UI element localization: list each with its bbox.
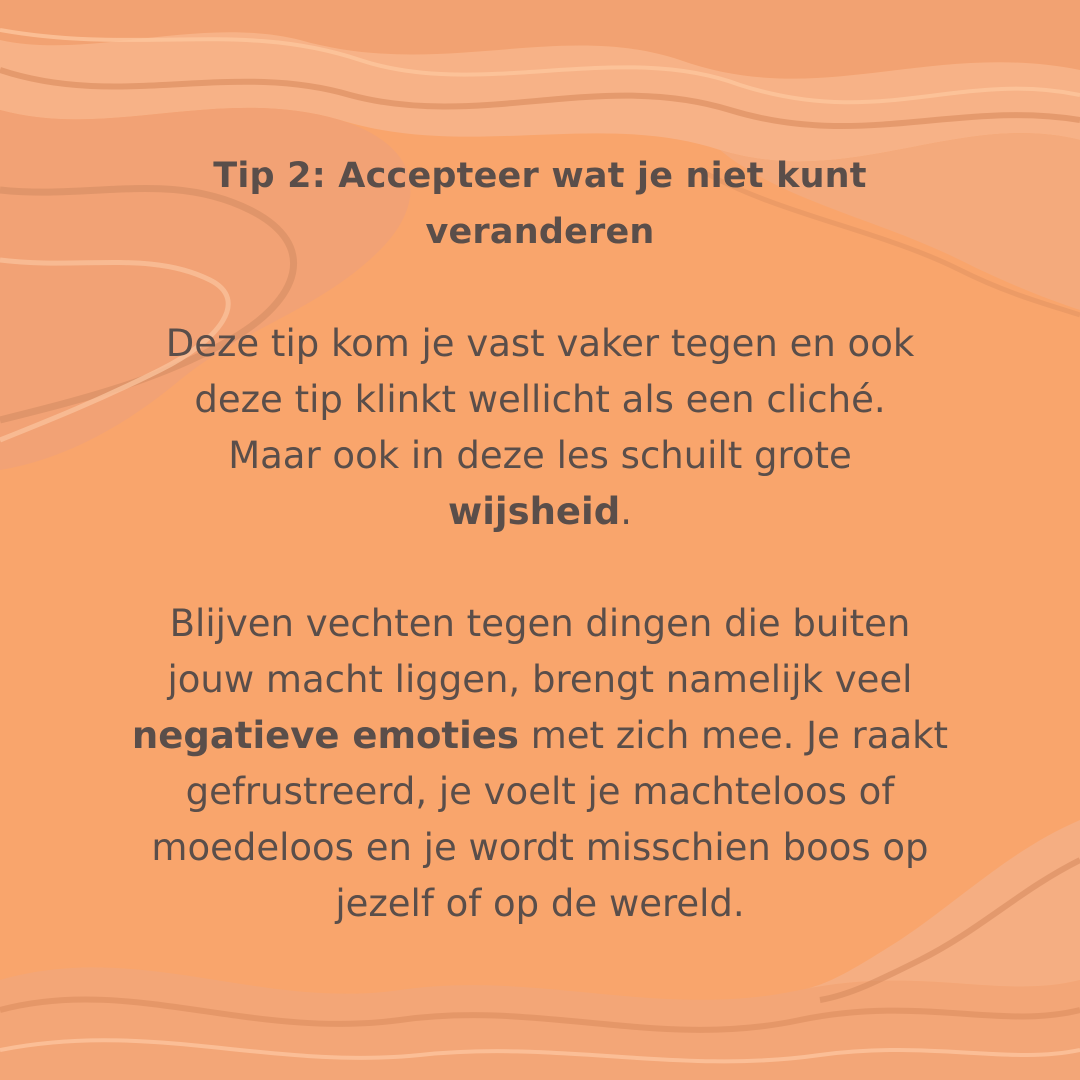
paragraph-2-line-1: Blijven vechten tegen dingen die buiten — [169, 602, 911, 645]
paragraph-1-line-3: Maar ook in deze les schuilt grote — [228, 434, 852, 477]
paragraph-2-line-4: gefrustreerd, je voelt je machteloos of — [185, 770, 895, 813]
paragraph-2 — [60, 596, 1020, 932]
paragraph-1-line-1: Deze tip kom je vast vaker tegen en ook — [165, 322, 915, 365]
paragraph-2-line-3: met zich mee. Je raakt — [518, 714, 949, 757]
paragraph-1-line-2: deze tip klinkt wellicht als een cliché. — [194, 378, 886, 421]
paragraph-1-end: . — [620, 490, 632, 533]
paragraph-2-line-5: moedeloos en je wordt misschien boos op — [151, 826, 929, 869]
spacer — [60, 540, 1020, 596]
emphasis-negatieve-emoties: negatieve emoties — [131, 714, 519, 757]
paragraph-2-line-2: jouw macht liggen, brengt namelijk veel — [167, 658, 913, 701]
text-block — [60, 148, 1020, 932]
tip-title-line-1: Tip 2: Accepteer wat je niet kunt — [213, 156, 867, 196]
paragraph-2-line-6: jezelf of op de wereld. — [335, 882, 745, 925]
tip-title — [60, 148, 1020, 260]
tip-title-line-2: veranderen — [425, 212, 655, 252]
spacer — [60, 260, 1020, 316]
emphasis-wijsheid: wijsheid — [448, 490, 621, 533]
paragraph-1 — [60, 316, 1020, 540]
